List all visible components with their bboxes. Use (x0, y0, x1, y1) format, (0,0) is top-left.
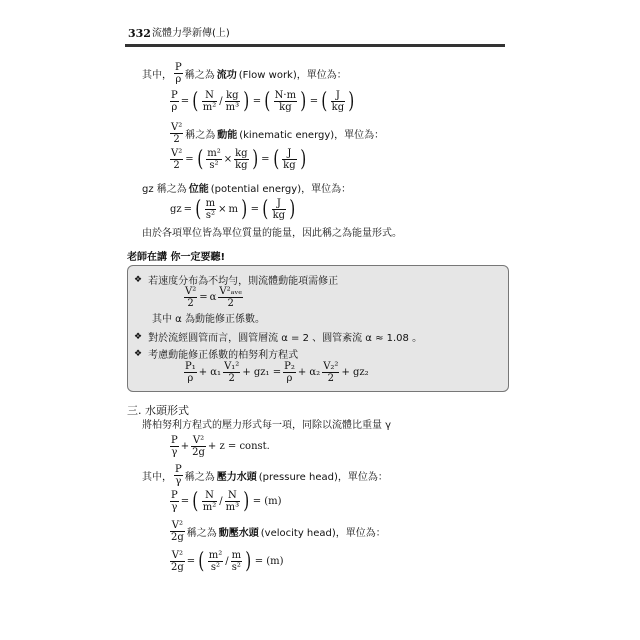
diamond-bullet-icon: ❖ (134, 348, 143, 359)
potential-energy-line: gz 稱之為 位能 (potential energy)，單位為： (142, 184, 352, 195)
note-bullet-2: ❖ 對於流經圓管而言，圓管層流 α = 2 、圓管紊流 α ≈ 1.08 。 (134, 331, 423, 344)
note-title: 老師在講 你一定要聽! (127, 252, 226, 263)
pressure-head-units: $\frac{P}{\gamma}$ = ( $\frac{N}{\text{m²}}$ / $\frac{N}{\text{m³}}$ ) = (m) (171, 488, 282, 514)
diamond-bullet-icon: ❖ (134, 274, 143, 285)
diamond-bullet-icon: ❖ (134, 331, 143, 342)
note-formula-1: $\frac{\text{V²}}{2}$ = α $\frac{\text{V²ₐᵥₑ}}{2}$ (185, 286, 243, 309)
book-title: 流體力學新傳(上) (152, 28, 230, 39)
summary-text: 由於各項單位皆為單位質量的能量，因此稱之為能量形式。 (142, 228, 402, 239)
page-number: 332 (128, 27, 151, 40)
head-equation: $\frac{P}{\gamma}$ + $\frac{\text{V²}}{2g}$ + z = const. (171, 435, 270, 458)
pressure-head-line: 其中， $\frac{P}{\gamma}$ 稱之為 壓力水頭 (pressure head)，單位為： (142, 464, 388, 487)
header-rule (125, 44, 505, 47)
flow-work-units: $\frac{P}{\rho}$ = ( $\frac{N}{\text{m²}}$ / $\frac{kg}{\text{m³}}$ ) = ( $\frac{N\cdot m}{kg}$ ) = ( $\frac{J}{kg}$ ) (171, 88, 355, 114)
section-heading: 三. 水頭形式 (127, 404, 189, 417)
kinetic-energy-units: $\frac{\text{V²}}{2}$ = ( $\frac{\text{m²}}{\text{s²}}$ × $\frac{kg}{kg}$ ) = ( $\frac{J}{kg}$ ) (171, 146, 306, 172)
note-formula-2: $\frac{\text{P₁}}{\rho}$ + α₁ $\frac{\text{V₁²}}{2}$ + gz₁ = $\frac{\text{P₂}}{\rho}$ + α₂ $\frac{\text{V₂²}}{2}$ + gz₂ (185, 361, 369, 384)
flow-work-line: 其中， $\frac{P}{\rho}$ 稱之為 流功 (Flow work)，單位為： (142, 62, 347, 85)
note-box (127, 265, 509, 392)
velocity-head-units: $\frac{\text{V²}}{2g}$ = ( $\frac{\text{m²}}{\text{s²}}$ / $\frac{m}{\text{s²}}$ ) = (m) (171, 548, 284, 574)
note-bullet-3: ❖ 考慮動能修正係數的柏努利方程式 (134, 348, 299, 361)
kinetic-energy-line: $\frac{\text{V²}}{2}$ 稱之為 動能 (kinematic energy)，單位為： (171, 122, 385, 145)
note-bullet-1-sub: 其中 α 為動能修正係數。 (152, 314, 265, 325)
potential-energy-units: gz = ( $\frac{m}{\text{s²}}$ × m ) = ( $\frac{J}{kg}$ ) (170, 196, 296, 222)
velocity-head-line: $\frac{\text{V²}}{2g}$ 稱之為 動壓水頭 (velocity head)，單位為： (171, 520, 386, 543)
note-bullet-1: ❖ 若速度分布為不均勻，則流體動能項需修正 (134, 274, 339, 287)
section-text: 將柏努利方程式的壓力形式每一項，同除以流體比重量 γ (142, 420, 392, 431)
